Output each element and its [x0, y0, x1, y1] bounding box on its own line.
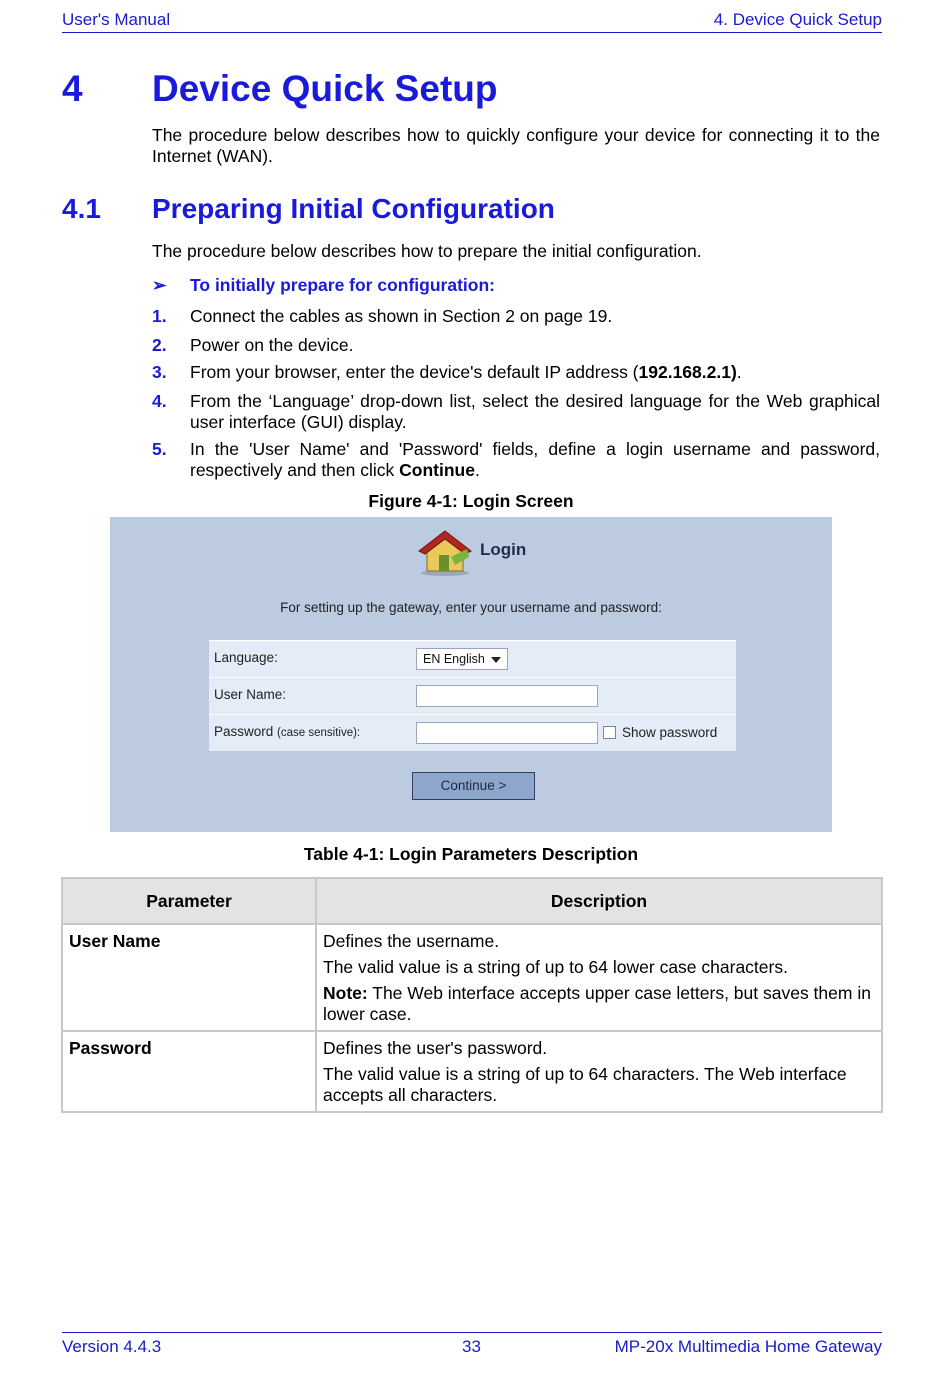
section-number: 4.1	[62, 193, 101, 224]
page-number: 33	[462, 1337, 481, 1356]
section-intro: The procedure below describes how to prepare the initial configuration.	[152, 241, 702, 261]
table-header-row	[62, 878, 882, 924]
chapter-running-title: 4. Device Quick Setup	[713, 10, 882, 29]
house-icon	[415, 527, 475, 577]
chapter-title: Device Quick Setup	[152, 68, 498, 109]
param-name: Password	[62, 1031, 316, 1112]
chapter-intro: The procedure below describes how to quickly configure your device for connecting it to the Internet (WAN).	[152, 125, 880, 166]
username-row	[209, 677, 736, 714]
table-row	[62, 1031, 882, 1112]
list-item: 4. From the ‘Language’ drop-down list, select the desired language for the Web graphical user interface (GUI) display.	[152, 391, 880, 432]
manual-title: User's Manual	[62, 10, 171, 29]
password-row	[209, 714, 736, 751]
language-label: Language:	[214, 650, 278, 665]
login-parameters-table	[61, 877, 883, 1113]
login-screenshot	[110, 517, 832, 832]
param-description: Defines the username. The valid value is a string of up to 64 lower case characters. Note: The Web interface accepts upper case letters, but saves them in lower case.	[316, 924, 882, 1031]
language-row	[209, 640, 736, 677]
show-password-label: Show password	[622, 725, 718, 740]
language-select[interactable]: EN English	[416, 648, 508, 670]
show-password-checkbox[interactable]	[603, 726, 616, 739]
list-item: 1. Connect the cables as shown in Section 2 on page 19.	[152, 306, 613, 326]
login-prompt: For setting up the gateway, enter your username and password:	[280, 600, 662, 615]
arrow-icon: ➢	[152, 275, 167, 295]
list-item: 2. Power on the device.	[152, 335, 354, 355]
column-header-description: Description	[316, 878, 882, 924]
section-title: Preparing Initial Configuration	[152, 193, 555, 224]
table-caption: Table 4-1: Login Parameters Description	[303, 844, 639, 864]
page-footer	[62, 1332, 882, 1359]
table-row	[62, 924, 882, 1031]
page-header	[62, 10, 882, 33]
username-input[interactable]	[416, 685, 598, 707]
list-item: 3. From your browser, enter the device's default IP address (192.168.2.1).	[152, 362, 742, 382]
param-name: User Name	[62, 924, 316, 1031]
param-description: Defines the user's password. The valid value is a string of up to 64 characters. The Web interface accepts all characters.	[316, 1031, 882, 1112]
figure-caption: Figure 4-1: Login Screen	[368, 491, 574, 511]
list-item: 5. In the 'User Name' and 'Password' fields, define a login username and password, respectively and then click Continue.	[152, 439, 880, 480]
chevron-down-icon	[491, 657, 501, 663]
password-label: Password (case sensitive):	[214, 724, 361, 739]
chapter-number: 4	[62, 68, 83, 109]
login-form	[209, 640, 736, 751]
version-label: Version 4.4.3	[62, 1337, 162, 1356]
column-header-parameter: Parameter	[62, 878, 316, 924]
continue-button[interactable]: Continue >	[412, 772, 535, 800]
product-name: MP-20x Multimedia Home Gateway	[614, 1337, 882, 1356]
username-label: User Name:	[214, 687, 287, 702]
password-input[interactable]	[416, 722, 598, 744]
login-title: Login	[480, 540, 527, 559]
